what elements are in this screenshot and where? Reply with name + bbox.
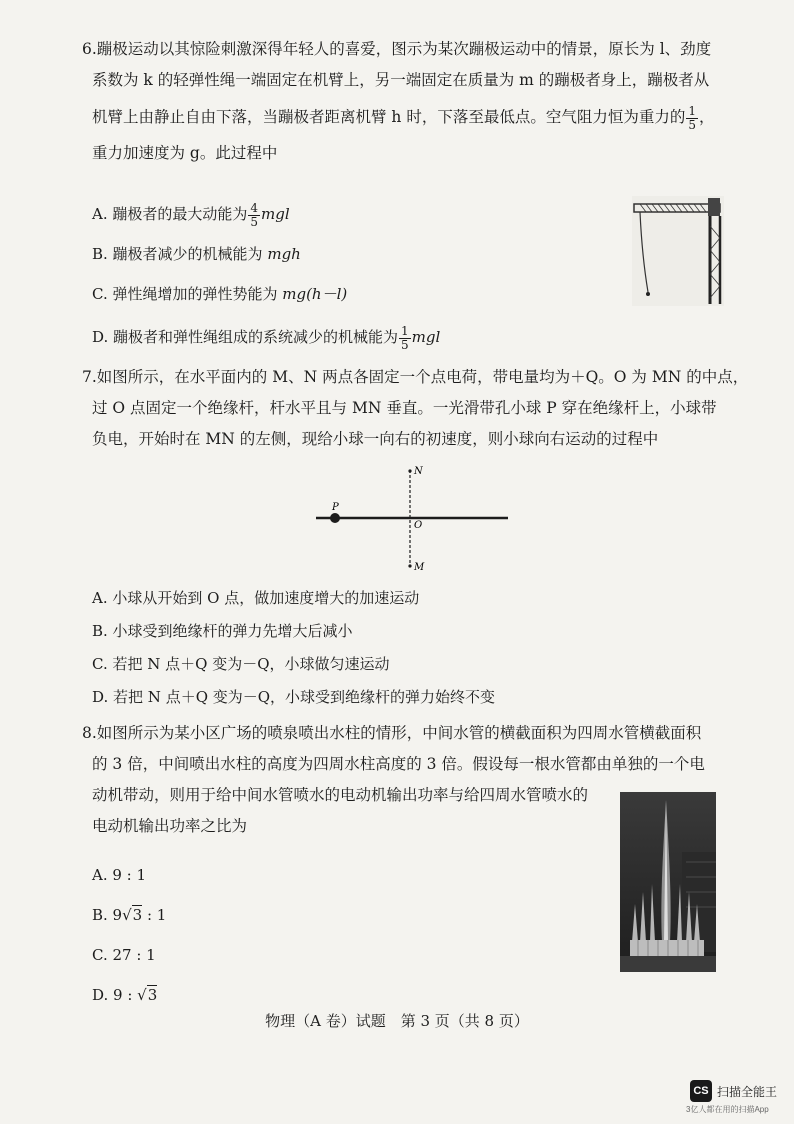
cs-tagline: 3亿人都在用的扫描App [686,1105,769,1114]
q6-line-3: 机臂上由静止自由下落，当蹦极者距离机臂 h 时，下落至最低点。空气阻力恒为重力的 $\frac{1}{5}$ ， [92,103,715,132]
q8-line-2: 的 3 倍，中间喷出水柱的高度为四周水柱高度的 3 倍。假设每一根水管都由单独的一个电 [92,755,705,773]
q8-option-b: B. 9√3 : 1 [92,906,167,924]
label-m: M [414,562,425,573]
scanner-watermark [690,1080,777,1102]
q7-options [92,582,734,714]
charge-rod-diagram [310,462,520,578]
q8-option-a: A. 9 : 1 [92,866,147,884]
q8-line-1: 8.如图所示为某小区广场的喷泉喷出水柱的情形，中间水管的横截面积为四周水管横截面积 [82,724,702,742]
label-o: O [414,520,423,531]
q7-option-b: B. 小球受到绝缘杆的弹力先增大后减小 [92,622,353,640]
q8-option-d: D. 9 : √3 [92,986,158,1004]
fraction: $\frac{1}{5}$ [688,103,696,132]
question-6 [82,34,734,169]
ball-p [330,513,340,523]
q6-option-d: D. 蹦极者和弹性绳组成的系统减少的机械能为 $\frac{1}{5}$ mgl [92,323,441,352]
label-n: N [414,466,423,477]
q6-line-2: 系数为 k 的轻弹性绳一端固定在机臂上，另一端固定在质量为 m 的蹦极者身上，蹦极者从 [92,71,710,89]
fraction: $\frac{1}{5}$ [401,323,409,352]
fraction: $\frac{4}{5}$ [250,200,259,229]
q7-line-3: 负电，开始时在 MN 的左侧，现给小球一向右的初速度，则小球向右运动的过程中 [92,430,659,448]
page-footer: 物理（A 卷）试题 第 3 页（共 8 页） [265,1012,529,1030]
q7-option-d: D. 若把 N 点＋Q 变为－Q，小球受到绝缘杆的弹力始终不变 [92,688,496,706]
q7-option-a: A. 小球从开始到 O 点，做加速度增大的加速运动 [92,589,420,607]
question-7 [82,362,749,455]
bungee-crane-image [632,196,724,306]
q6-line-1: 6.蹦极运动以其惊险刺激深得年轻人的喜爱，图示为某次蹦极运动中的情景，原长为 l、劲度 [82,40,712,58]
cs-app-name: 扫描全能王 [717,1084,778,1099]
fountain-image [620,792,716,972]
q6-option-b: B. 蹦极者减少的机械能为 mgh [92,245,301,263]
label-p: P [332,502,339,513]
q8-line-4: 电动机输出功率之比为 [92,817,248,835]
q7-line-2: 过 O 点固定一个绝缘杆，杆水平且与 MN 垂直。一光滑带孔小球 P 穿在绝缘杆上，小球带 [92,399,717,417]
q8-line-3: 动机带动，则用于给中间水管喷水的电动机输出功率与给四周水管喷水的 [92,786,589,804]
point-m [408,564,411,567]
q7-option-c: C. 若把 N 点＋Q 变为－Q，小球做匀速运动 [92,655,390,673]
cs-logo-icon: CS [690,1080,712,1102]
q6-line-4: 重力加速度为 g。此过程中 [92,144,278,162]
q6-option-c: C. 弹性绳增加的弹性势能为 mg(h－l) [92,285,348,303]
q8-option-c: C. 27 : 1 [92,946,156,964]
q7-line-1: 7.如图所示，在水平面内的 M、N 两点各固定一个点电荷，带电量均为＋Q。O 为 MN 的中点， [82,368,749,386]
point-n [408,469,411,472]
q6-option-a: A. 蹦极者的最大动能为 $\frac{4}{5}$ mgl [92,200,290,229]
